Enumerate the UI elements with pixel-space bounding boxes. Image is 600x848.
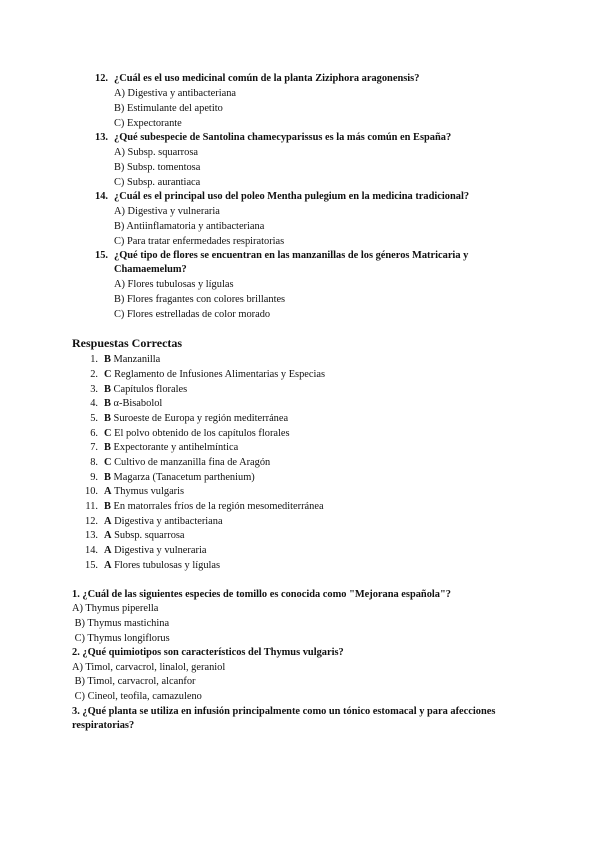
answer-item: 4. B α-Bisabolol	[90, 398, 163, 409]
answer-item: 15. A Flores tubulosas y lígulas	[85, 560, 221, 571]
question-number: 13.	[95, 132, 108, 143]
option-c: C) Subsp. aurantiaca	[114, 177, 201, 188]
option-c: C) Expectorante	[114, 118, 182, 129]
option-b: B) Subsp. tomentosa	[114, 162, 201, 173]
answer-item: 11. B En matorrales fríos de la región mesomediterránea	[85, 501, 324, 512]
option-b: B) Thymus mastichina	[72, 618, 170, 629]
answer-item: 3. B Capítulos florales	[90, 384, 188, 395]
answer-item: 2. C Reglamento de Infusiones Alimentarias y Especias	[90, 369, 326, 380]
option-a: A) Timol, carvacrol, linalol, geraniol	[72, 662, 226, 673]
answer-item: 7. B Expectorante y antihelmíntica	[90, 442, 239, 453]
question-number: 14.	[95, 191, 108, 202]
answer-item: 13. A Subsp. squarrosa	[85, 530, 185, 541]
option-c: C) Flores estrelladas de color morado	[114, 309, 271, 320]
option-a: A) Digestiva y vulneraria	[114, 206, 220, 217]
answer-item: 5. B Suroeste de Europa y región mediterránea	[90, 413, 289, 424]
option-a: A) Thymus piperella	[72, 603, 159, 614]
answer-item: 8. C Cultivo de manzanilla fina de Aragón	[90, 457, 271, 468]
answer-item: 10. A Thymus vulgaris	[85, 486, 185, 497]
question-text: 3. ¿Qué planta se utiliza en infusión principalmente como un tónico estomacal y para afecciones	[72, 706, 496, 717]
question-text: ¿Qué subespecie de Santolina chamecyparissus es la más común en España?	[114, 132, 452, 143]
option-c: C) Para tratar enfermedades respiratorias	[114, 236, 285, 247]
option-a: A) Digestiva y antibacteriana	[114, 88, 237, 99]
option-c: C) Thymus longiflorus	[72, 633, 170, 644]
question-text: ¿Cuál es el principal uso del poleo Mentha pulegium en la medicina tradicional?	[114, 191, 470, 202]
question-text: 2. ¿Qué quimiotipos son característicos del Thymus vulgaris?	[72, 647, 344, 658]
option-b: B) Estimulante del apetito	[114, 103, 223, 114]
option-b: B) Timol, carvacrol, alcanfor	[72, 676, 196, 687]
answer-item: 12. A Digestiva y antibacteriana	[85, 516, 223, 527]
option-a: A) Flores tubulosas y lígulas	[114, 279, 234, 290]
option-c: C) Cineol, teofila, camazuleno	[72, 691, 202, 702]
option-b: B) Flores fragantes con colores brillantes	[114, 294, 286, 305]
answer-item: 14. A Digestiva y vulneraria	[85, 545, 207, 556]
question-number: 15.	[95, 250, 108, 261]
answer-item: 6. C El polvo obtenido de los capítulos florales	[90, 428, 290, 439]
question-text: 1. ¿Cuál de las siguientes especies de tomillo es conocida como "Mejorana española"?	[72, 589, 451, 600]
question-text-continued: respiratorias?	[72, 720, 135, 731]
question-text: ¿Qué tipo de flores se encuentran en las manzanillas de los géneros Matricaria y	[114, 250, 469, 261]
answer-item: 9. B Magarza (Tanacetum parthenium)	[90, 472, 255, 483]
answer-item: 1. B Manzanilla	[90, 354, 161, 365]
question-text: ¿Cuál es el uso medicinal común de la planta Ziziphora aragonensis?	[114, 73, 420, 84]
option-b: B) Antiinflamatoria y antibacteriana	[114, 221, 265, 232]
answers-heading: Respuestas Correctas	[72, 336, 183, 350]
question-text-continued: Chamaemelum?	[114, 264, 187, 275]
option-a: A) Subsp. squarrosa	[114, 147, 198, 158]
question-number: 12.	[95, 73, 108, 84]
